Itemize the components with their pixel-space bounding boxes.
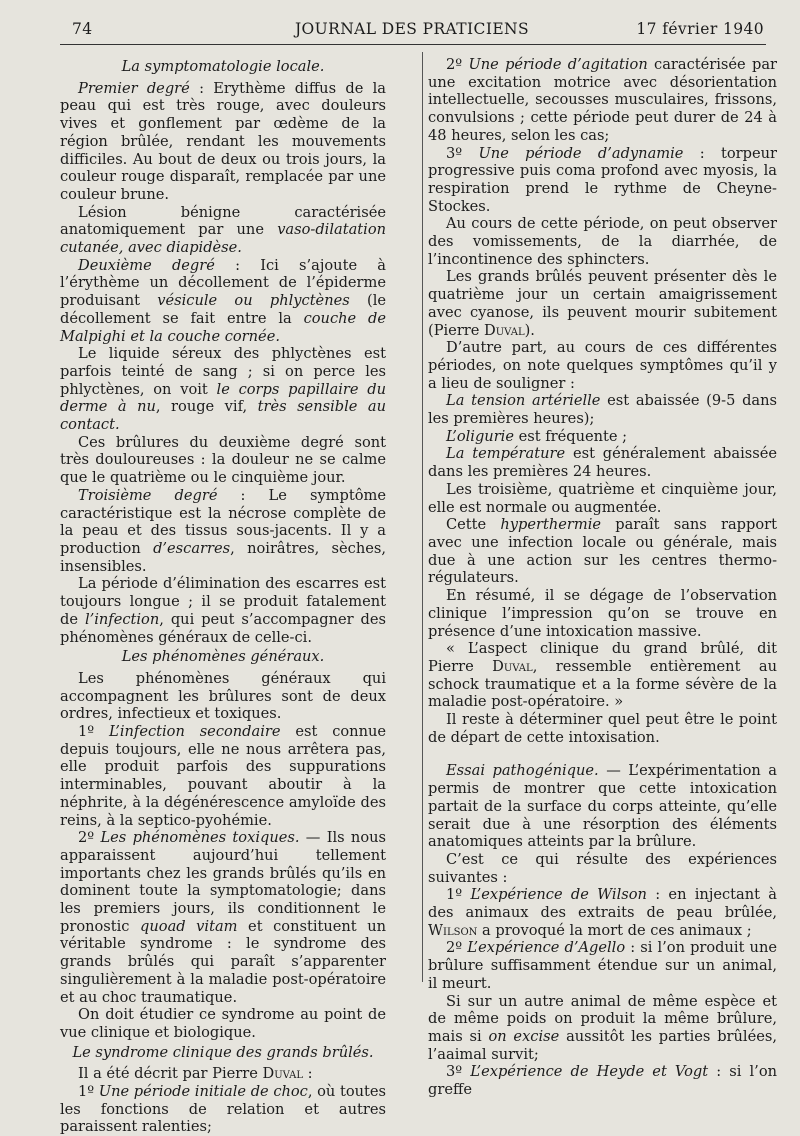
paragraph: Les grands brûlés peuvent présenter dès le quatrième jour un certain amaigrissement avec cyanose, ils peuvent mourir subitement (Pierre Duval). <box>428 268 777 339</box>
paragraph: Il a été décrit par Pierre Duval : <box>78 1065 313 1083</box>
paragraph: C’est ce qui résulte des expériences suivantes : <box>428 850 777 886</box>
paragraph: 2º Les phénomènes toxiques. — Ils nous apparaissent aujourd’hui tellement importants chez les grands brûlés qu’ils en dominent toute la symptomatologie; dans les premiers jours, ils conditionnent le pronostic quoad vitam et constituent un véritable syndrome : le syndrome des grands brûlés qui paraît s’apparenter singulièrement à la maladie post-opératoire et au choc traumatique. <box>60 829 387 1006</box>
paragraph: 3º L’expérience de Heyde et Vogt : si l’on greffe <box>428 1063 778 1099</box>
paragraph: « L’aspect clinique du grand brûlé, dit Pierre Duval, ressemble entièrement au schock traumatique et a la forme sévère de la maladie post-opératoire. » <box>428 640 777 711</box>
paragraph: Si sur un autre animal de même espèce et de même poids on produit la même brûlure, mais si on excise aussitôt les parties brûlées, l’aaimal survit; <box>428 992 777 1063</box>
journal-title: JOURNAL DES PRATICIENS <box>294 20 530 38</box>
paragraph: La tension artérielle est abaissée (9-5 dans les premières heures); <box>428 392 777 428</box>
section-heading: Les phénomènes généraux. <box>121 648 325 666</box>
paragraph: 1º L’infection secondaire est connue depuis toujours, elle ne nous arrêtera pas, elle produit parfois des suppurations interminables, pouvant aboutir à la néphrite, à la dégénérescence amyloïde des reins, à la septico-pyohémie. <box>60 723 387 829</box>
paragraph: Ces brûlures du deuxième degré sont très douloureuses : la douleur ne se calme que le quatrième ou le cinquième jour. <box>60 433 386 487</box>
paragraph: Deuxième degré : Ici s’ajoute à l’érythème un décollement de l’épiderme produisant vésicule ou phlyctènes (le décollement se fait entre la couche de Malpighi et la couche cornée. <box>60 256 387 345</box>
paragraph: Cette hyperthermie paraît sans rapport avec une infection locale ou générale, mais due à une action sur les centres thermo-régulateurs. <box>428 516 777 587</box>
left-column <box>60 56 386 1136</box>
paragraph: Les phénomènes généraux qui accompagnent les brûlures sont de deux ordres, infectieux et toxiques. <box>60 669 386 723</box>
paragraph: Il reste à déterminer quel peut être le point de départ de cette intoxisation. <box>428 711 777 746</box>
page-number: 74 <box>72 20 93 38</box>
paragraph: La période d’élimination des escarres est toujours longue ; il se produit fatalement de l’infection, qui peut s’accompagner des phénomènes généraux de celle-ci. <box>60 575 386 646</box>
header-rule <box>60 44 766 45</box>
column-divider <box>422 52 423 982</box>
paragraph: La température est généralement abaissée dans les premières 24 heures. <box>428 445 777 481</box>
section-heading: La symptomatologie locale. <box>121 58 325 75</box>
paragraph: Troisième degré : Le symptôme caractéristique est la nécrose complète de la peau et des tissus sous-jacents. Il y a production d’escarres, noirâtres, sèches, insensibles. <box>60 486 387 575</box>
paragraph: 3º Une période d’adynamie : torpeur progressive puis coma profond avec myosis, la respiration prend le rythme de Cheyne-Stockes. <box>428 144 777 215</box>
paragraph: 1º Une période initiale de choc, où toutes les fonctions de relation et autres paraissent ralenties; <box>60 1083 387 1136</box>
paragraph: 2º L’expérience d’Agello : si l’on produit une brûlure suffisamment étendue sur un animal, il meurt. <box>428 939 777 992</box>
right-column <box>428 56 777 1099</box>
paragraph: D’autre part, au cours de ces différentes périodes, on note quelques symptômes qu’il y a lieu de souligner : <box>428 339 777 392</box>
paragraph: L’oligurie est fréquente ; <box>446 427 628 445</box>
issue-date: 17 février 1940 <box>636 20 764 38</box>
paragraph: Lésion bénigne caractérisée anatomiquement par une vaso-dilatation cutanée, avec diapidèse. <box>60 203 386 257</box>
section-heading: Le syndrome clinique des grands brûlés. <box>72 1043 374 1061</box>
paragraph: En résumé, il se dégage de l’observation clinique l’impression qu’on se trouve en présence d’une intoxication massive. <box>428 587 777 640</box>
running-header <box>60 17 764 43</box>
paragraph: 2º Une période d’agitation caractérisée par une excitation motrice avec désorientation intellectuelle, secousses musculaires, frissons, convulsions ; cette période peut durer de 24 à 48 heures, selon les cas; <box>428 56 777 144</box>
paragraph: Au cours de cette période, on peut observer des vomissements, de la diarrhée, de l’incontinence des sphincters. <box>428 215 777 268</box>
paragraph: On doit étudier ce syndrome au point de vue clinique et biologique. <box>60 1006 386 1041</box>
paragraph: Les troisième, quatrième et cinquième jour, elle est normale ou augmentée. <box>428 480 777 516</box>
paragraph: 1º L’expérience de Wilson : en injectant à des animaux des extraits de peau brûlée, Wilson a provoqué la mort de ces animaux ; <box>428 886 777 939</box>
paragraph: Le liquide séreux des phlyctènes est parfois teinté de sang ; si on perce les phlyctènes, on voit le corps papillaire du derme à nu, rouge vif, très sensible au contact. <box>60 345 386 434</box>
paragraph: Premier degré : Erythème diffus de la peau qui est très rouge, avec douleurs vives et gonflement par œdème de la région brûlée, rendant les mouvements difficiles. Au bout de deux ou trois jours, la couleur rouge disparaît, remplacée par une couleur brune. <box>60 79 386 203</box>
paragraph: Essai pathogénique. — L’expérimentation a permis de montrer que cette intoxication partait de la surface du corps atteinte, qu’elle serait due à une résorption des éléments anatomiques atteints par la brûlure. <box>428 762 777 851</box>
